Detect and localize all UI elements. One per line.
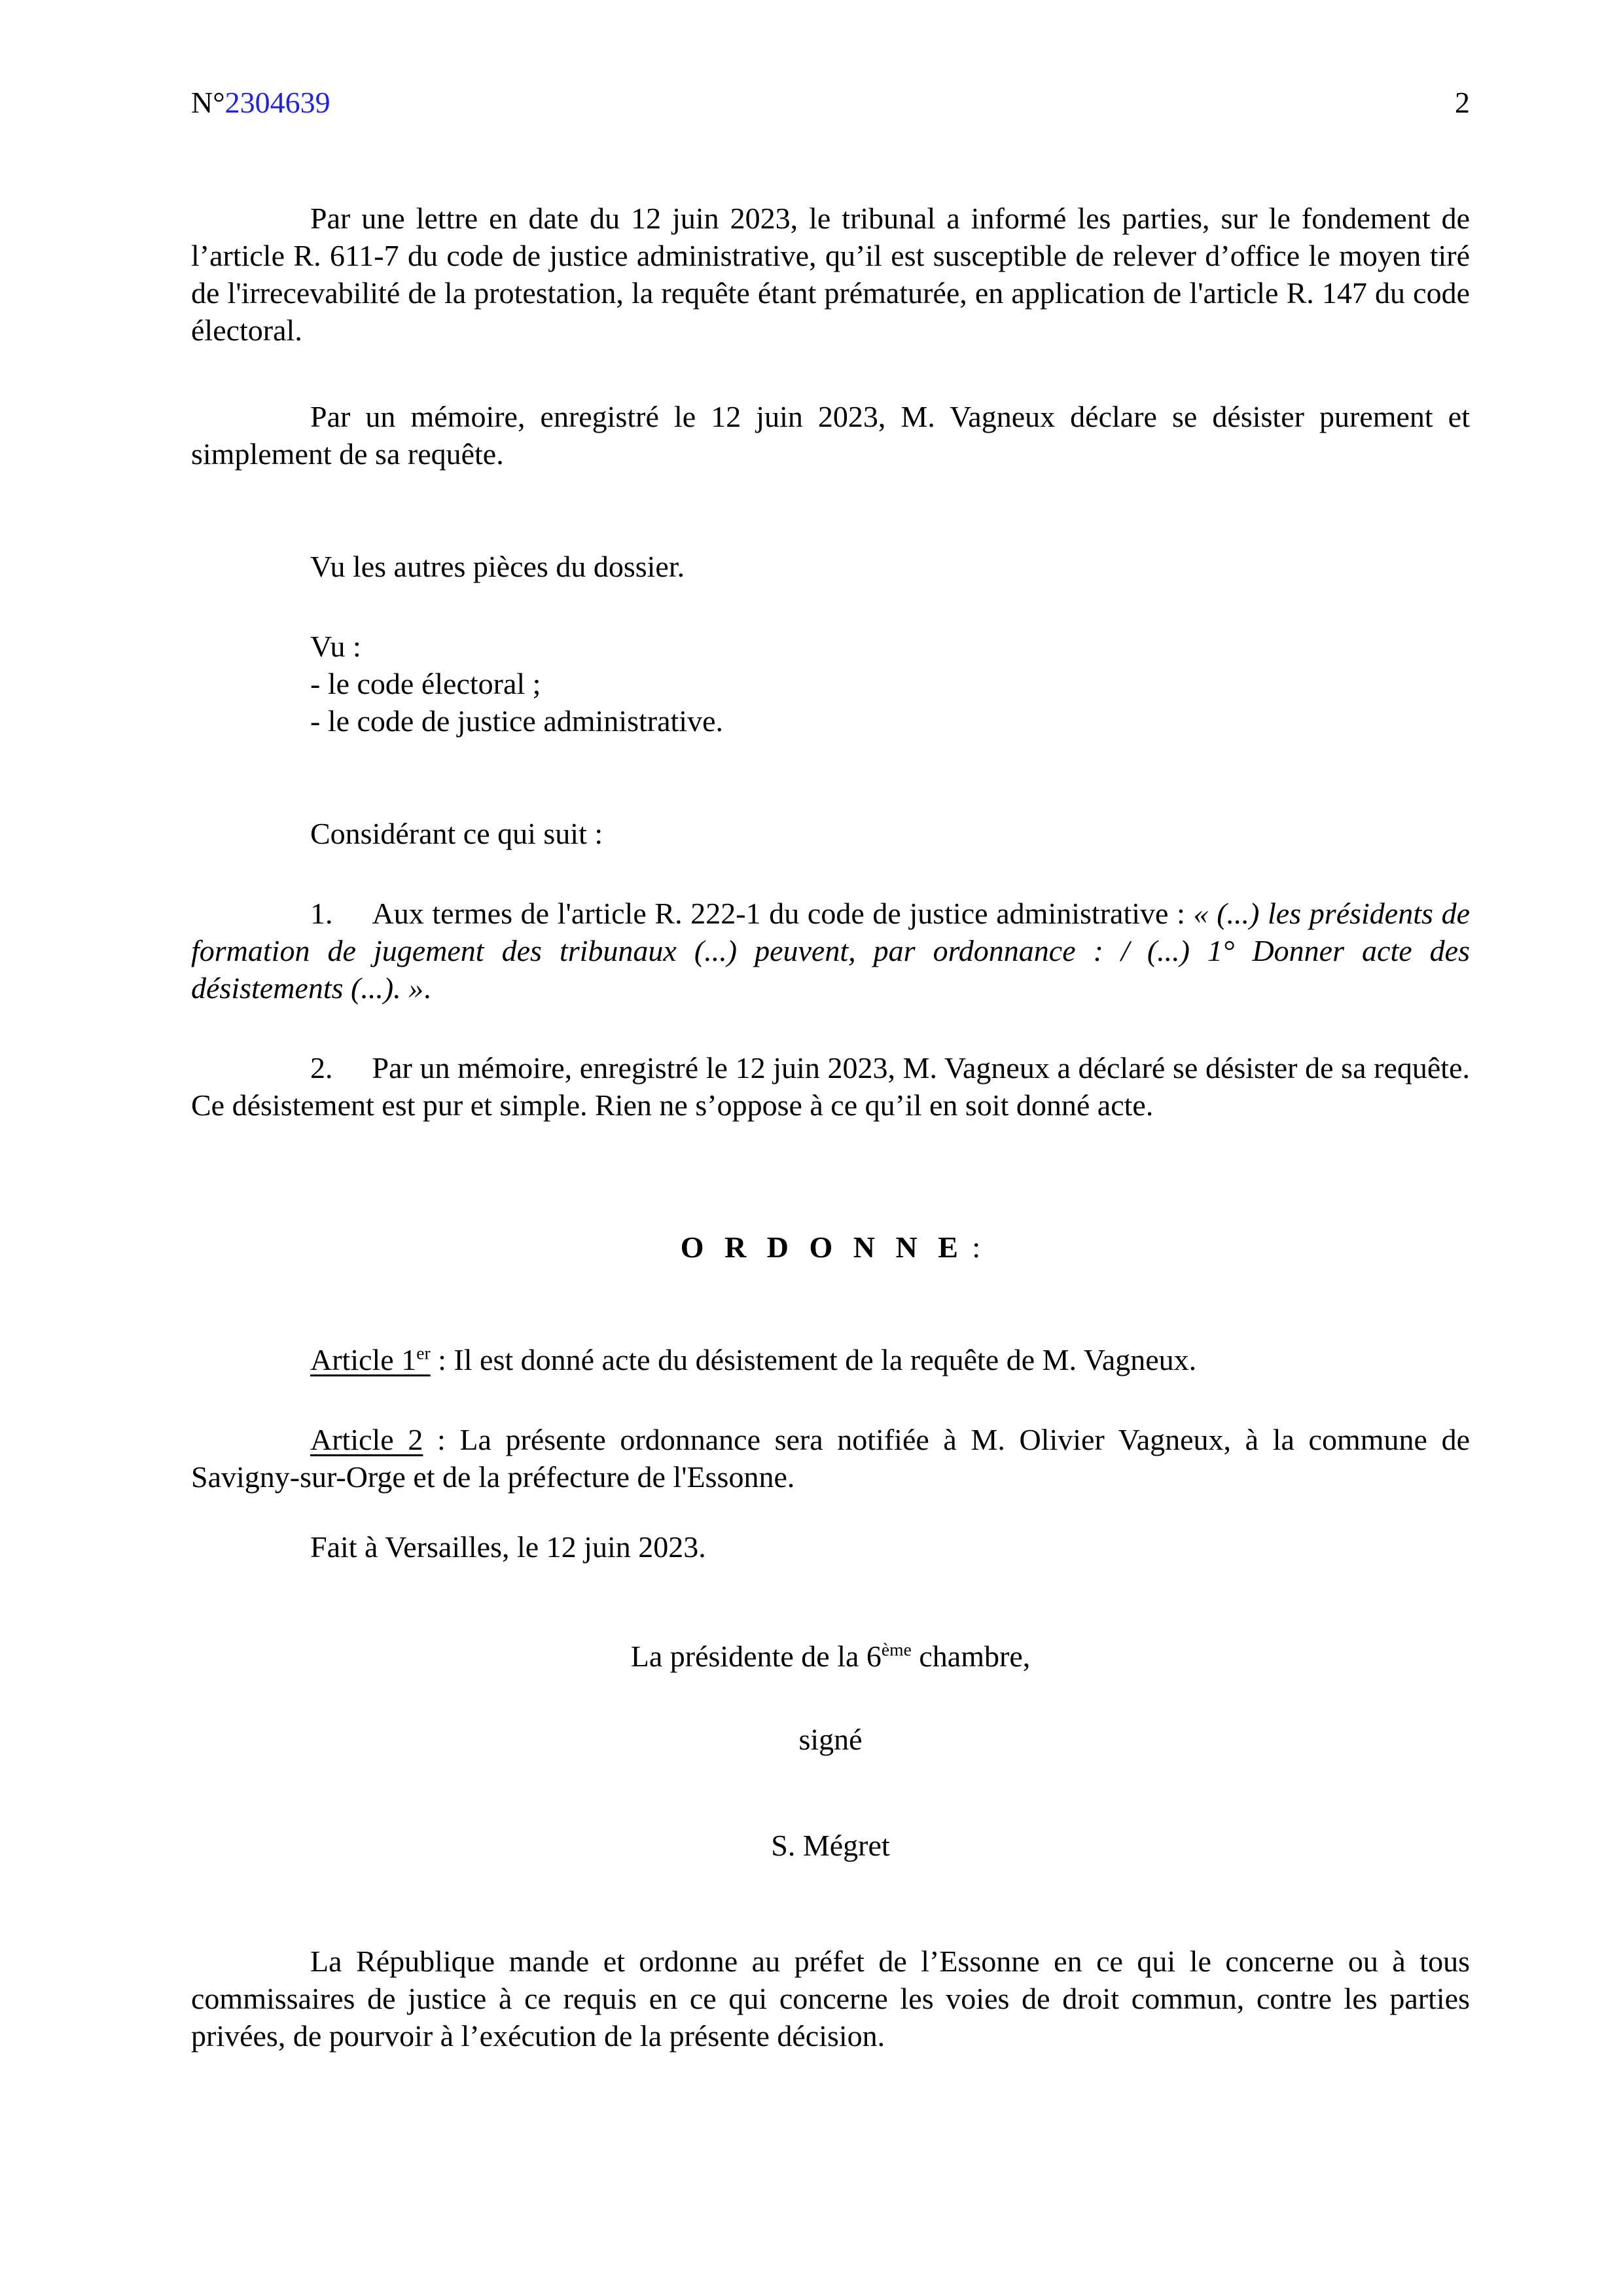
case-number (191, 84, 330, 121)
document-body (191, 200, 1470, 2054)
signatory-name: S. Mégret (771, 1829, 890, 1862)
signature-title-suffix: chambre, (911, 1640, 1031, 1673)
point-1-lead: Aux termes de l'article R. 222-1 du code de justice administrative : (372, 897, 1194, 930)
paragraph-vu-pieces: Vu les autres pièces du dossier. (310, 550, 685, 583)
point-2-number: 2. (310, 1051, 333, 1085)
article-2-text: : La présente ordonnance sera notifiée à M. Olivier Vagneux, à la commune de Savigny-sur-Orge et de la préfecture de l'Essonne. (191, 1423, 1470, 1494)
article-1-superscript: er (416, 1342, 431, 1363)
point-1-period: . (423, 971, 431, 1005)
paragraph-republique-mande: La République mande et ordonne au préfet de l’Essonne en ce qui le concerne ou à tous commissaires de justice à ce requis en ce qui concerne les voies de droit commun, contre les parties privées, de pourvoir à l’exécution de la présente décision. (191, 1945, 1470, 2053)
case-number-value: 2304639 (224, 86, 330, 119)
signature-title (191, 1638, 1470, 1675)
ordonne-colon: : (964, 1230, 981, 1264)
page-header (191, 84, 1470, 121)
article-1 (191, 1341, 1470, 1378)
paragraph-considerant: Considérant ce qui suit : (310, 817, 603, 850)
ordonne-word: O R D O N N E (680, 1230, 965, 1264)
signature-title-text: La présidente de la 6 (630, 1640, 882, 1673)
article-2 (191, 1421, 1470, 1496)
signature-title-superscript: ème (881, 1639, 912, 1660)
paragraph-point-1 (191, 895, 1470, 1007)
paragraph-vu-label: Vu : (310, 630, 361, 663)
article-1-label (310, 1343, 431, 1376)
vu-item-code-justice: - le code de justice administrative. (310, 704, 723, 738)
point-1-quote: « (...) les présidents de formation de jugement des tribunaux (...) peuvent, par ordonnance : / (...) 1° Donner acte des désistements (...). » (191, 897, 1470, 1005)
point-2-text: Par un mémoire, enregistré le 12 juin 2023, M. Vagneux a déclaré se désister de sa requête. Ce désistement est pur et simple. Rien ne s’oppose à ce qu’il en soit donné acte. (191, 1051, 1470, 1122)
article-2-label: Article 2 (310, 1423, 423, 1456)
case-number-prefix: N° (191, 86, 225, 119)
ordonne-heading (191, 1229, 1470, 1266)
paragraph-memoire-desistement: Par un mémoire, enregistré le 12 juin 2023, M. Vagneux déclare se désister purement et simplement de sa requête. (191, 400, 1470, 471)
point-1-number: 1. (310, 897, 333, 930)
paragraph-point-2 (191, 1049, 1470, 1124)
signed-label: signé (798, 1723, 863, 1756)
article-1-label-text: Article 1 (310, 1343, 417, 1376)
paragraph-letter-notice: Par une lettre en date du 12 juin 2023, le tribunal a informé les parties, sur le fondement de l’article R. 611-7 du code de justice administrative, qu’il est susceptible de relever d’office le moyen tiré de l'irrecevabilité de la protestation, la requête étant prématurée, en application de l'article R. 147 du code électoral. (191, 202, 1470, 347)
paragraph-fait-a: Fait à Versailles, le 12 juin 2023. (310, 1530, 706, 1564)
article-1-text: : Il est donné acte du désistement de la requête de M. Vagneux. (430, 1343, 1197, 1376)
vu-item-code-electoral: - le code électoral ; (310, 667, 541, 700)
page-number: 2 (1455, 86, 1470, 119)
